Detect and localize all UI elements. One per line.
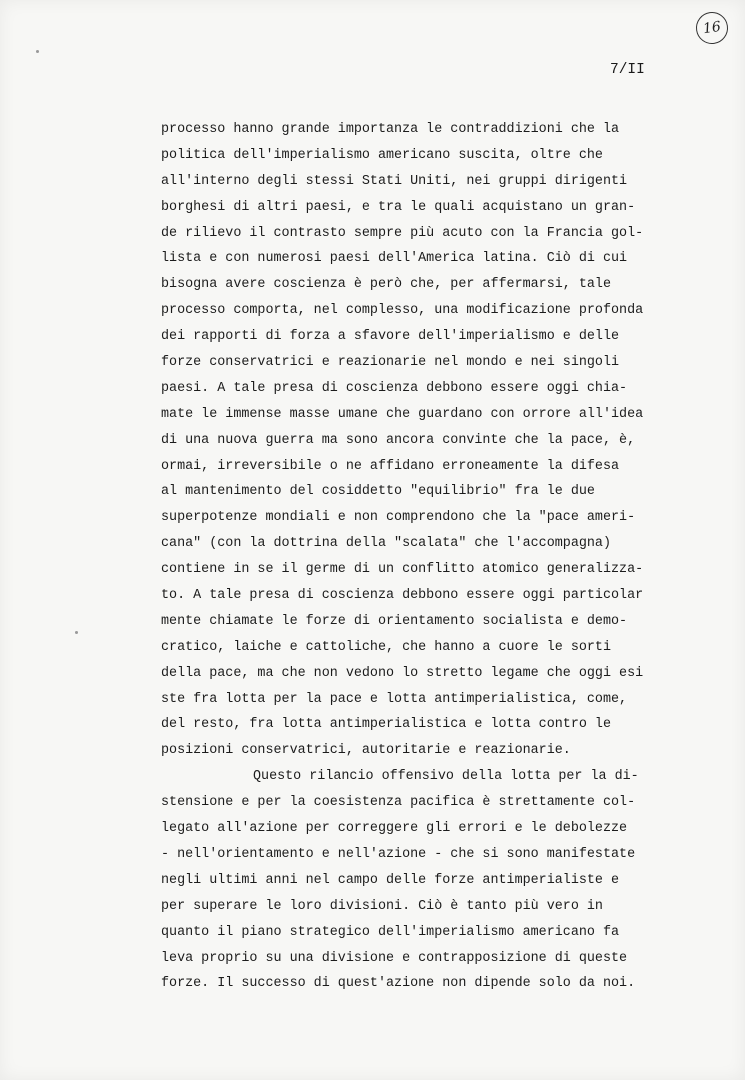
text-line: al mantenimento del cosiddetto "equilibrio" fra le due xyxy=(161,484,595,500)
text-line: negli ultimi anni nel campo delle forze antimperialiste e xyxy=(161,872,620,888)
text-line: per superare le loro divisioni. Ciò è tanto più vero in xyxy=(161,898,603,914)
text-line: politica dell'imperialismo americano suscita, oltre che xyxy=(161,147,603,163)
text-line: superpotenze mondiali e non comprendono che la "pace ameri- xyxy=(161,510,636,526)
text-line: borghesi di altri paesi, e tra le quali acquistano un gran- xyxy=(161,199,636,215)
text-line: posizioni conservatrici, autoritarie e reazionarie. xyxy=(161,743,571,759)
text-line: paesi. A tale presa di coscienza debbono essere oggi chia- xyxy=(161,380,628,396)
text-line: mate le immense masse umane che guardano con orrore all'idea xyxy=(161,406,644,422)
text-line: leva proprio su una divisione e contrapposizione di queste xyxy=(161,950,628,966)
text-line: lista e con numerosi paesi dell'America latina. Ciò di cui xyxy=(161,251,628,267)
text-line: dei rapporti di forza a sfavore dell'imperialismo e delle xyxy=(161,329,620,345)
text-line: de rilievo il contrasto sempre più acuto con la Francia gol- xyxy=(161,225,644,241)
text-line: mente chiamate le forze di orientamento socialista e demo- xyxy=(161,613,628,629)
page-stamp-circle: 16 xyxy=(694,10,730,46)
text-line: forze conservatrici e reazionarie nel mondo e nei singoli xyxy=(161,355,620,371)
text-line: bisogna avere coscienza è però che, per affermarsi, tale xyxy=(161,277,611,293)
paper-speck xyxy=(36,50,39,53)
text-line: stensione e per la coesistenza pacifica è strettamente col- xyxy=(161,795,636,811)
text-line: legato all'azione per correggere gli errori e le debolezze xyxy=(161,821,628,837)
text-line: quanto il piano strategico dell'imperialismo americano fa xyxy=(161,924,620,940)
text-line: cana" (con la dottrina della "scalata" che l'accompagna) xyxy=(161,536,611,552)
text-line: to. A tale presa di coscienza debbono essere oggi particolar xyxy=(161,588,644,604)
paper-speck xyxy=(75,631,78,634)
text-line: forze. Il successo di quest'azione non dipende solo da noi. xyxy=(161,976,636,992)
text-line: della pace, ma che non vedono lo stretto legame che oggi esi xyxy=(161,665,644,681)
text-line: di una nuova guerra ma sono ancora convinte che la pace, è, xyxy=(161,432,636,448)
typewritten-body xyxy=(161,117,701,997)
text-line: ormai, irreversibile o ne affidano erroneamente la difesa xyxy=(161,458,620,474)
paragraph-first-line: Questo rilancio offensivo della lotta per la di- xyxy=(253,769,639,785)
page-number: 7/II xyxy=(610,62,645,78)
text-line: del resto, fra lotta antimperialistica e lotta contro le xyxy=(161,717,611,733)
text-line: - nell'orientamento e nell'azione - che si sono manifestate xyxy=(161,846,636,862)
text-line: cratico, laiche e cattoliche, che hanno a cuore le sorti xyxy=(161,639,611,655)
text-line: processo hanno grande importanza le contraddizioni che la xyxy=(161,122,620,137)
text-line: all'interno degli stessi Stati Uniti, nei gruppi dirigenti xyxy=(161,173,628,189)
text-line: processo comporta, nel complesso, una modificazione profonda xyxy=(161,303,644,319)
text-line: contiene in se il germe di un conflitto atomico generalizza- xyxy=(161,562,644,578)
text-line: ste fra lotta per la pace e lotta antimperialistica, come, xyxy=(161,691,628,707)
